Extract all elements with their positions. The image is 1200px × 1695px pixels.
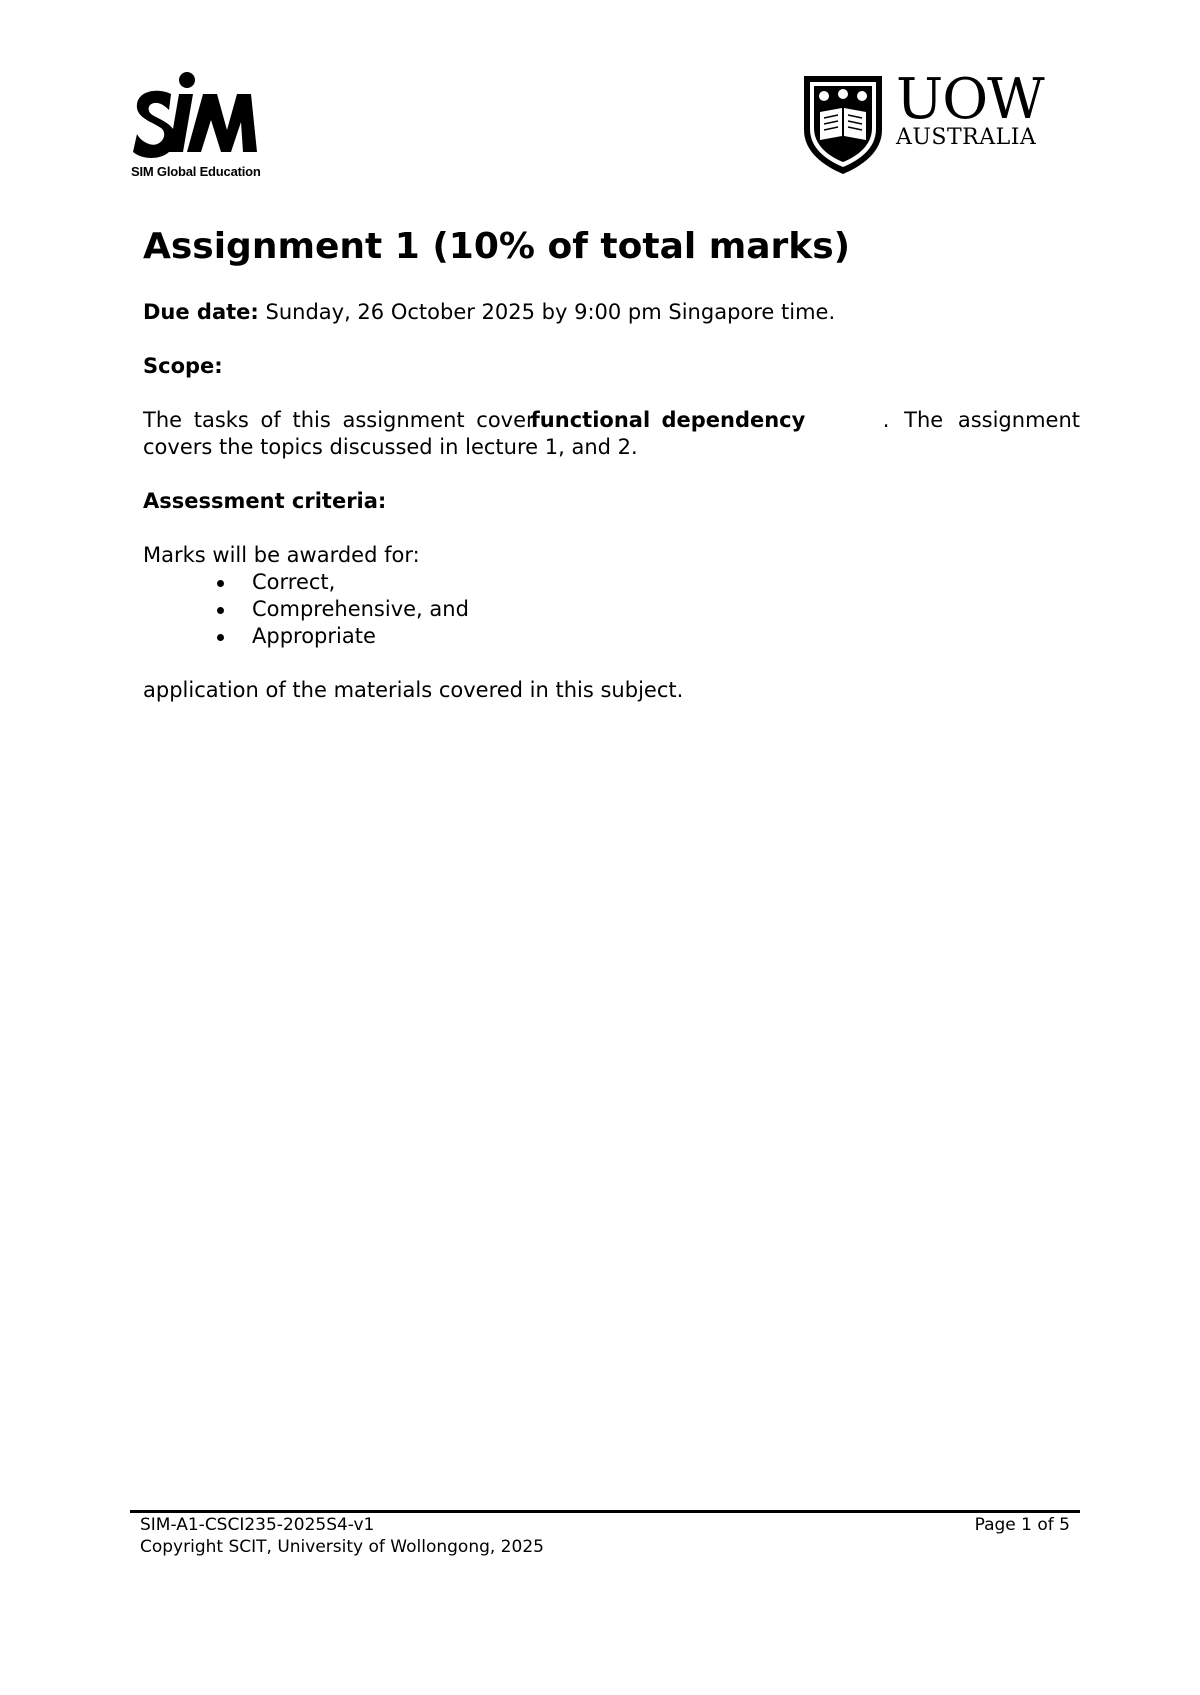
scope-line-1 (143, 407, 1080, 434)
scope-text-bold: functional dependency (530, 408, 806, 432)
list-item (213, 623, 469, 650)
scope-heading: Scope: (143, 354, 223, 378)
list-item-text: Appropriate (252, 624, 376, 648)
footer-divider (130, 1510, 1080, 1513)
due-date-line (143, 299, 1080, 326)
scope-text-pre: The tasks of this assignment cover (143, 408, 535, 432)
footer-copyright: Copyright SCIT, University of Wollongong, 2025 (140, 1537, 544, 1557)
footer-left (140, 1514, 544, 1558)
criteria-heading: Assessment criteria: (143, 489, 387, 513)
list-item-text: Correct, (252, 570, 336, 594)
footer-doc-id: SIM-A1-CSCI235-2025S4-v1 (140, 1515, 375, 1535)
uow-logo-subtext: AUSTRALIA (896, 125, 1037, 150)
list-item (213, 596, 469, 623)
uow-logo-text: UOW (896, 67, 1044, 132)
scope-text-post: . The assignment (882, 408, 1080, 432)
footer-page-number: Page 1 of 5 (974, 1515, 1070, 1535)
uow-crest-icon (800, 72, 886, 176)
list-item (213, 569, 469, 596)
due-date-value: Sunday, 26 October 2025 by 9:00 pm Singapore time. (258, 300, 836, 324)
page-title: Assignment 1 (10% of total marks) (143, 226, 851, 267)
marks-intro: Marks will be awarded for: (143, 543, 420, 567)
bullet-icon (217, 580, 224, 587)
criteria-list (213, 569, 469, 650)
scope-line-2: covers the topics discussed in lecture 1, and 2. (143, 435, 638, 459)
bullet-icon (217, 634, 224, 641)
due-date-label: Due date: (143, 300, 259, 324)
list-item-text: Comprehensive, and (252, 597, 469, 621)
scope-paragraph (143, 407, 1080, 461)
sim-caption: SIM Global Education (131, 164, 261, 179)
closing-line: application of the materials covered in this subject. (143, 678, 684, 702)
bullet-icon (217, 607, 224, 614)
